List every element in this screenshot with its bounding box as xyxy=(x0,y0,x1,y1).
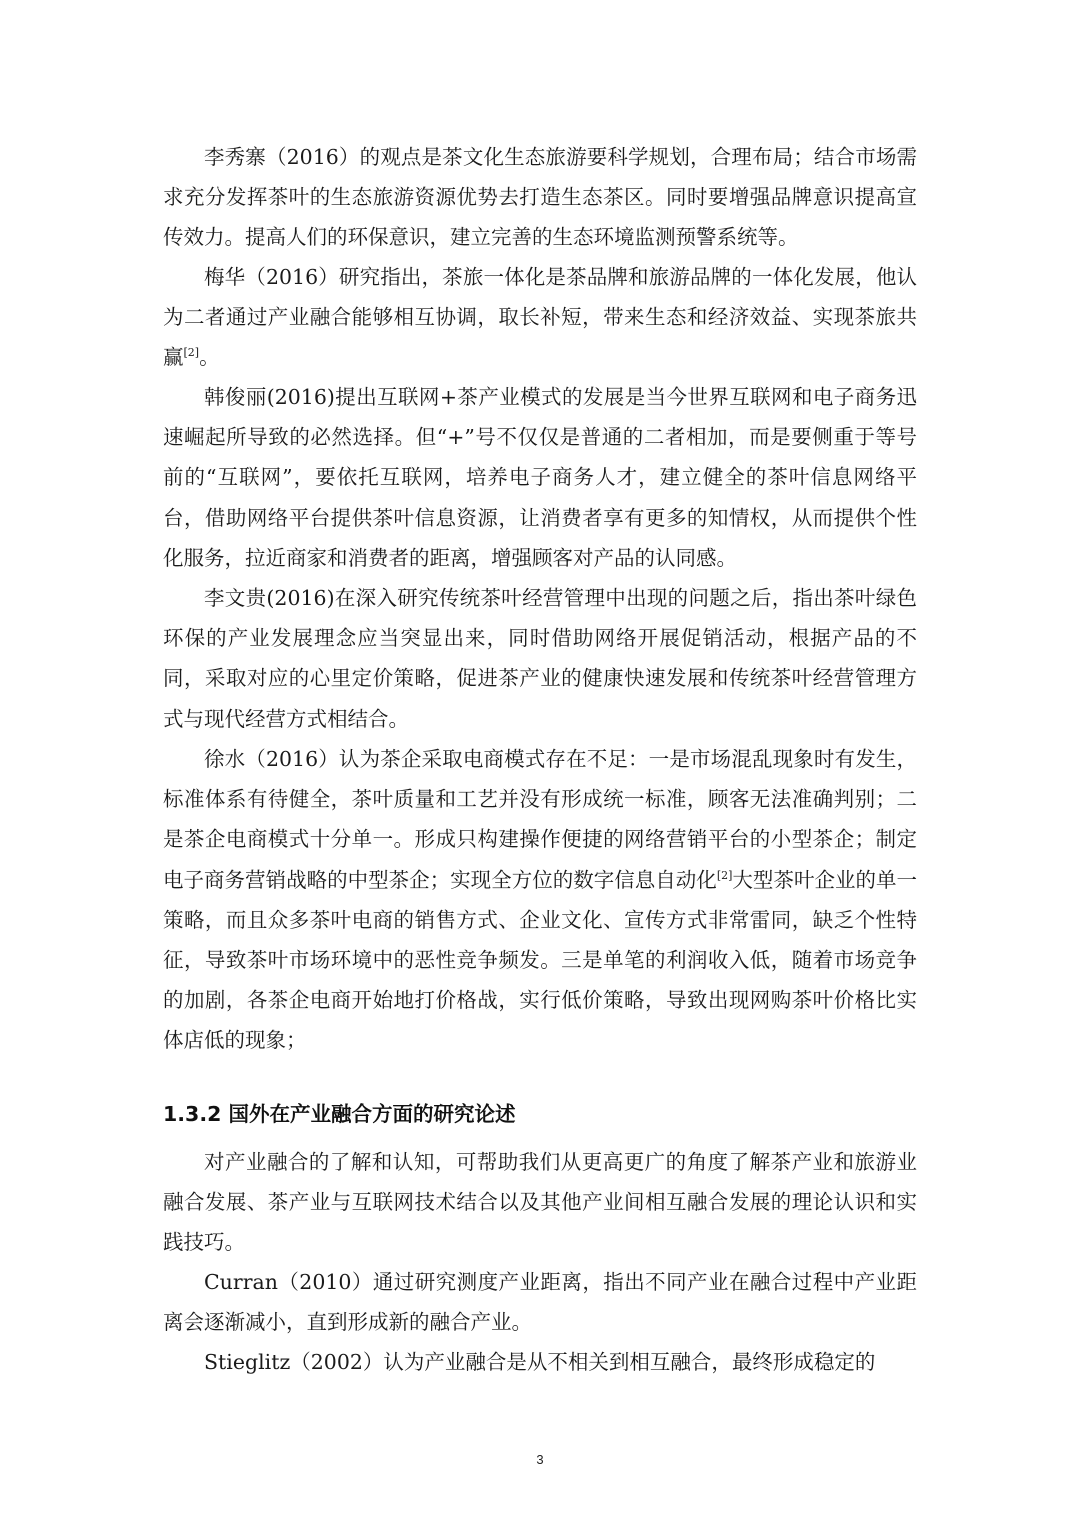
paragraph-industry-fusion: 对产业融合的了解和认知，可帮助我们从更高更广的角度了解茶产业和旅游业融合发展、茶产业与互联网技术结合以及其他产业间相互融合发展的理论认识和实践技巧。 xyxy=(163,1150,917,1255)
paragraph-li-wengui: 李文贵(2016)在深入研究传统茶叶经营管理中出现的问题之后，指出茶叶绿色环保的产业发展理念应当突显出来，同时借助网络开展促销活动，根据产品的不同，采取对应的心里定价策略，促进茶产业的健康快速发展和传统茶叶经营管理方式与现代经营方式相结合。 xyxy=(163,586,917,731)
section-heading: 1.3.2 国外在产业融合方面的研究论述 xyxy=(163,1102,516,1126)
page-number: 3 xyxy=(536,1452,544,1467)
paragraph-stieglitz: Stieglitz（2002）认为产业融合是从不相关到相互融合，最终形成稳定的 xyxy=(204,1350,876,1374)
paragraph-mei-hua: 梅华（2016）研究指出，茶旅一体化是茶品牌和旅游品牌的一体化发展，他认为二者通过产业融合能够相互协调，取长补短，带来生态和经济效益、实现茶旅共赢[2]。 xyxy=(163,265,917,370)
citation-ref: [2] xyxy=(716,868,733,882)
paragraph-li-xiuzhai: 李秀寨（2016）的观点是茶文化生态旅游要科学规划，合理布局；结合市场需求充分发挥茶叶的生态旅游资源优势去打造生态茶区。同时要增强品牌意识提高宣传效力。提高人们的环保意识，建立完善的生态环境监测预警系统等。 xyxy=(163,145,917,250)
paragraph-han-junli: 韩俊丽(2016)提出互联网+茶产业模式的发展是当今世界互联网和电子商务迅速崛起所导致的必然选择。但“+”号不仅仅是普通的二者相加，而是要侧重于等号前的“互联网”，要依托互联网，培养电子商务人才，建立健全的茶叶信息网络平台，借助网络平台提供茶叶信息资源，让消费者享有更多的知情权，从而提供个性化服务，拉近商家和消费者的距离，增强顾客对产品的认同感。 xyxy=(163,385,917,570)
paragraph-curran: Curran（2010）通过研究测度产业距离，指出不同产业在融合过程中产业距离会逐渐减小，直到形成新的融合产业。 xyxy=(163,1270,917,1335)
paragraph-xu-shui: 徐水（2016）认为茶企采取电商模式存在不足：一是市场混乱现象时有发生，标准体系有待健全，茶叶质量和工艺并没有形成统一标准，顾客无法准确判别；二是茶企电商模式十分单一。形成只构建操作便捷的网络营销平台的小型茶企；制定电子商务营销战略的中型茶企；实现全方位的数字信息自动化[2]大型茶叶企业的单一策略，而且众多茶叶电商的销售方式、企业文化、宣传方式非常雷同，缺乏个性特征，导致茶叶市场环境中的恶性竞争频发。三是单笔的利润收入低，随着市场竞争的加剧，各茶企电商开始地打价格战，实行低价策略，导致出现网购茶叶价格比实体店低的现象； xyxy=(163,747,918,1053)
citation-ref: [2] xyxy=(183,346,200,360)
